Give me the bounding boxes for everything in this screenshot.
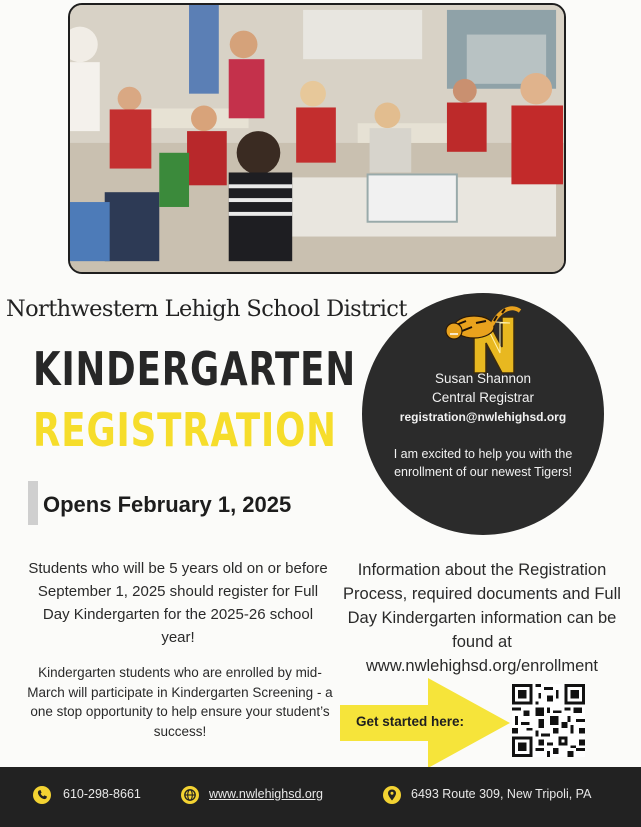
enrollment-url[interactable]: www.nwlehighsd.org/enrollment bbox=[365, 657, 599, 675]
footer-phone[interactable]: 610-298-8661 bbox=[63, 787, 141, 801]
phone-icon bbox=[33, 786, 51, 804]
registration-info-text: Information about the Registration Process, required documents and Full Day Kindergarten information can be found at bbox=[343, 561, 621, 651]
registrar-message: I am excited to help you with the enrollment of our newest Tigers! bbox=[393, 447, 573, 479]
registrar-email[interactable]: registration@nwlehighsd.org bbox=[399, 410, 567, 424]
registrar-name: Susan Shannon bbox=[434, 371, 532, 386]
registration-info bbox=[339, 558, 625, 678]
get-started-label: Get started here: bbox=[356, 714, 465, 729]
headline-registration: REGISTRATION bbox=[33, 403, 337, 457]
classroom-photo bbox=[68, 3, 566, 274]
globe-icon bbox=[181, 786, 199, 804]
footer-address: 6493 Route 309, New Tripoli, PA bbox=[411, 787, 592, 801]
registrar-circle bbox=[362, 293, 604, 535]
headline-kindergarten: KINDERGARTEN bbox=[33, 342, 356, 396]
registrar-title: Central Registrar bbox=[431, 390, 535, 405]
opens-date: Opens February 1, 2025 bbox=[43, 492, 292, 517]
screening-text: Kindergarten students who are enrolled by mid-March will participate in Kindergarten Screening - a one stop opportunity to help ensure your student’s success! bbox=[27, 665, 333, 739]
footer-bar bbox=[0, 767, 641, 827]
qr-code-icon[interactable] bbox=[512, 684, 585, 757]
opens-date-marker bbox=[28, 481, 38, 525]
map-pin-icon bbox=[383, 786, 401, 804]
tiger-n-logo bbox=[440, 303, 528, 375]
district-name: Northwestern Lehigh School District bbox=[6, 296, 407, 322]
footer-website[interactable]: www.nwlehighsd.org bbox=[209, 787, 323, 801]
eligibility-text: Students who will be 5 years old on or before September 1, 2025 should register for Full Day Kindergarten for the 2025-26 school year! bbox=[28, 560, 328, 646]
